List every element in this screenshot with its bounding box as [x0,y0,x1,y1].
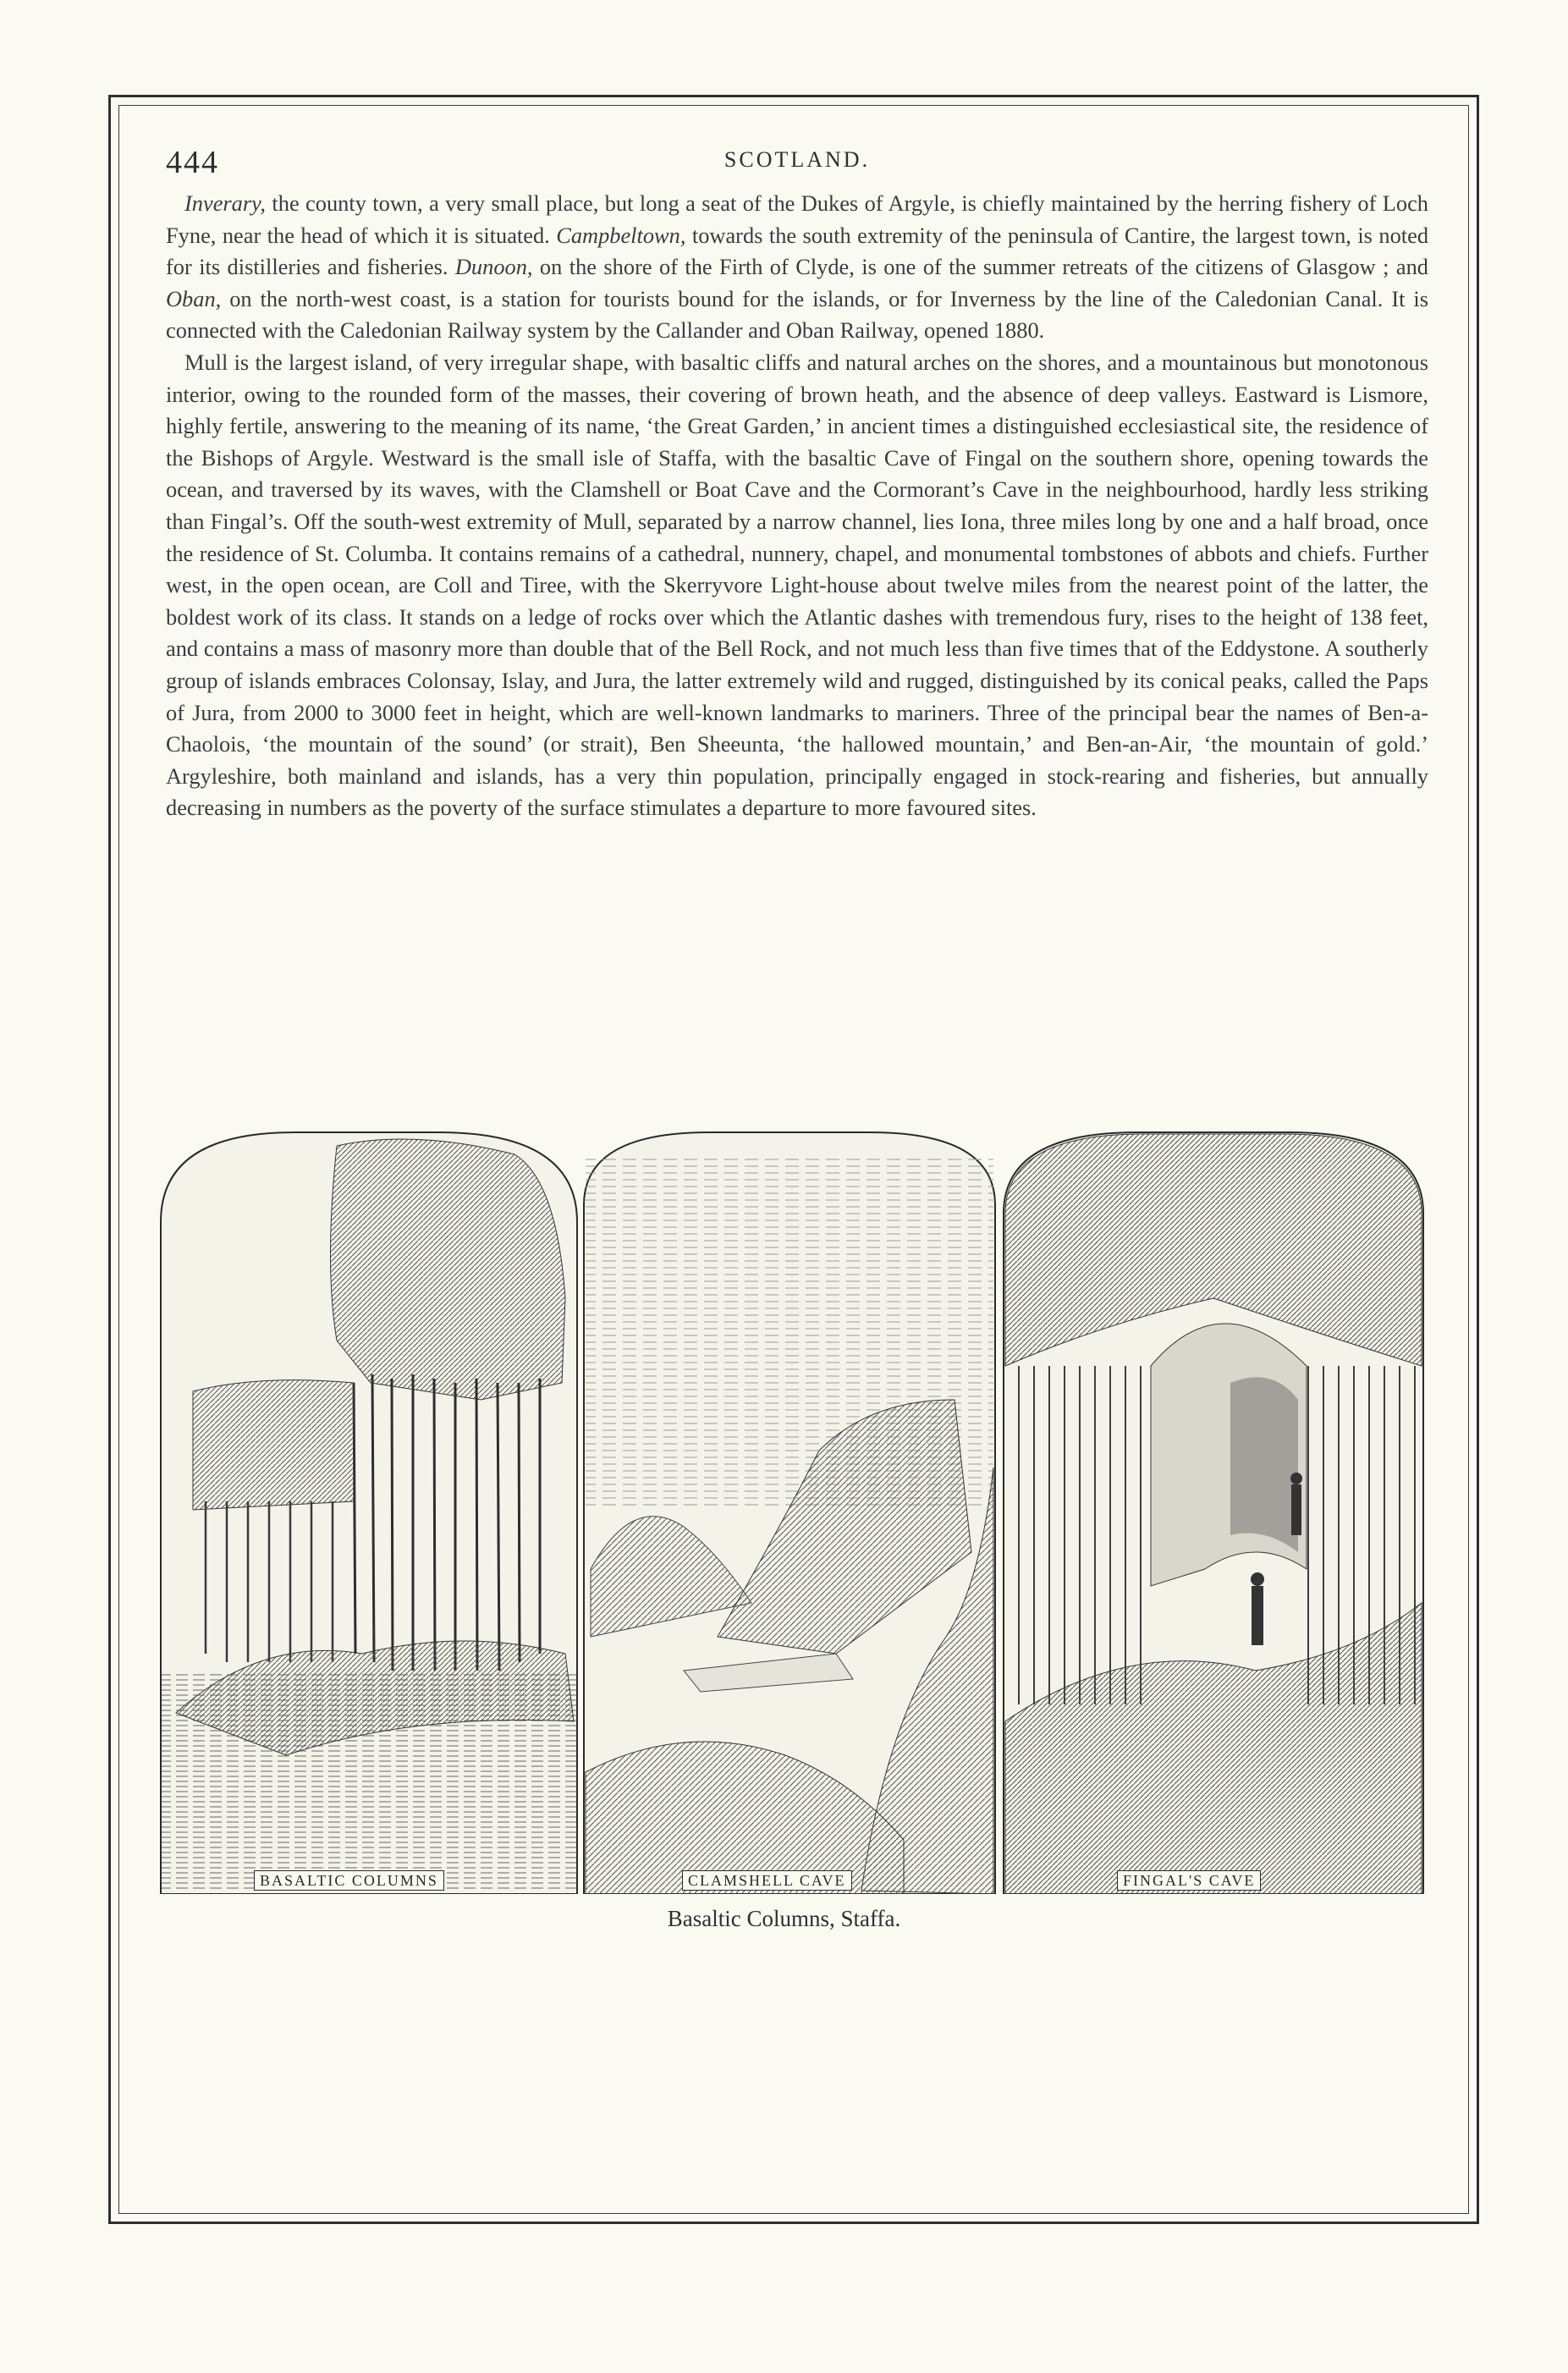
illustration-caption: Basaltic Columns, Staffa. [667,1906,901,1931]
engraving-clamshell-cave [582,1129,997,1894]
plate-label-fingals-cave: FINGAL'S CAVE [1117,1870,1261,1891]
plate-basaltic-columns [159,1129,579,1894]
running-head: SCOTLAND. [723,147,871,172]
paragraph-islands: Mull is the largest island, of very irregular shape, with basaltic cliffs and natural arches on the shores, and a mountainous but monotonous interior, owing to the rounded form of the masses, their covering of brown heath, and the absence of deep valleys. Eastward is Lismore, highly fertile, answering to the meaning of its name, ‘the Great Garden,’ in ancient times a distinguished ecclesiastical site, the residence of the Bishops of Argyle. Westward is the small isle of Staffa, with the basaltic Cave of Fingal on the southern shore, opening towards the ocean, and traversed by its waves, with the Clamshell or Boat Cave and the Cormorant’s Cave in the neighbourhood, hardly less striking than Fingal’s. Off the south-west extremity of Mull, separated by a narrow channel, lies Iona, three miles long by one and a half broad, once the residence of St. Columba. It contains remains of a cathedral, nunnery, chapel, and monumental tombstones of abbots and chiefs. Further west, in the open ocean, are Coll and Tiree, with the Skerryvore Light-house about twelve miles from the nearest point of the latter, the boldest work of its class. It stands on a ledge of rocks over which the Atlantic dashes with tremendous fury, rises to the height of 138 feet, and contains a mass of masonry more than double that of the Bell Rock, and not much less than five times that of the Eddystone. A southerly group of islands embraces Colonsay, Islay, and Jura, the latter extremely wild and rugged, distinguished by its conical peaks, called the Paps of Jura, from 2000 to 3000 feet in height, which are well-known landmarks to mariners. Three of the principal bear the names of Ben-a-Chaolois, ‘the mountain of the sound’ (or strait), Ben Sheeunta, ‘the hallowed mountain,’ and Ben-an-Air, ‘the mountain of gold.’ Argyleshire, both mainland and islands, has a very thin population, principally engaged in stock-rearing and fisheries, but annually decreasing in numbers as the poverty of the surface stimulates a departure to more favoured sites. [166,349,1428,821]
page-number: 444 [166,145,219,180]
place-oban: Oban, [166,285,222,311]
paragraph-text: on the shore of the Firth of Clyde, is one of the summer retreats of the citizens of Glasgow ; and [532,254,1428,280]
engraving-fingals-cave [1002,1129,1425,1894]
paragraph-argyle-towns [166,188,1428,347]
paragraph-text: the county town, a very small place, but long a seat of the Dukes of Argyle, is chiefly maintained by the herring fishery of Loch Fyne, near the head of which it is situated. [166,190,1428,248]
place-campbeltown: Campbeltown, [556,222,686,248]
illustration-plates [159,1129,1427,1894]
plate-fingals-cave [1002,1129,1425,1894]
paragraph-text: on the north-west coast, is a station for tourists bound for the islands, or for Inverness by the line of the Caledonian Canal. It is connected with the Caledonian Railway system by the Callander and Oban Railway, opened 1880. [166,285,1428,344]
place-dunoon: Dunoon, [454,254,533,280]
plate-label-basaltic-columns: BASALTIC COLUMNS [254,1870,444,1891]
paragraph-text: towards the south extremity of the peninsula of Cantire, the largest town, is noted for its distilleries and fisheries. [166,222,1429,280]
engraving-basaltic-columns [159,1129,579,1894]
body-text [166,188,1428,824]
place-inveraray: Inverary, [184,190,267,216]
plate-clamshell-cave [582,1129,997,1894]
page-header [166,144,1428,178]
plate-label-clamshell-cave: CLAMSHELL CAVE [682,1870,852,1891]
